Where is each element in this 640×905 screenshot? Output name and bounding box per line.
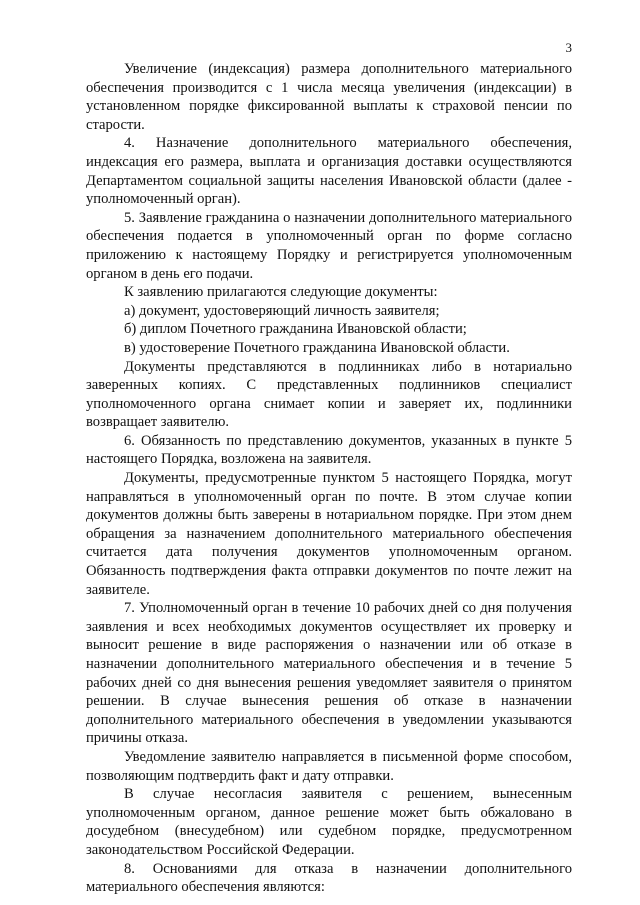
document-body [86, 60, 572, 897]
list-item-a: а) документ, удостоверяющий личность заявителя; [124, 302, 440, 319]
paragraph-item-7: 7. Уполномоченный орган в течение 10 рабочих дней со дня получения заявления и всех необходимых документов осуществляет их проверку и выносит решение в виде распоряжения о назначении или об отказе в назначении дополнительного материального обеспечения и в течение 5 рабочих дней со дня вынесения решения уведомляет заявителя о принятом решении. В случае вынесения решения об отказе в назначении дополнительного материального обеспечения в уведомлении указываются причины отказа. [86, 600, 572, 747]
paragraph-item-5: 5. Заявление гражданина о назначении дополнительного материального обеспечения подается в уполномоченный орган по форме согласно приложению к настоящему Порядку и регистрируется уполномоченным органом в день его подачи. [86, 209, 572, 282]
paragraph-item-6: 6. Обязанность по представлению документов, указанных в пункте 5 настоящего Порядка, возложена на заявителя. [86, 432, 572, 468]
paragraph-appeal: В случае несогласия заявителя с решением, вынесенным уполномоченным органом, данное решение может быть обжаловано в досудебном (внесудебном) или судебном порядке, предусмотренном законодательством Российской Федерации. [86, 786, 572, 858]
paragraph-originals-copies: Документы представляются в подлинниках либо в нотариально заверенных копиях. С представленных подлинников специалист уполномоченного органа снимает копии и заверяет их, подлинники возвращает заявителю. [86, 358, 572, 431]
paragraph-item-4: 4. Назначение дополнительного материального обеспечения, индексация его размера, выплата и организация доставки осуществляются Департаментом социальной защиты населения Ивановской области (далее - уполномоченный орган). [86, 135, 572, 208]
list-item-b: б) диплом Почетного гражданина Ивановской области; [124, 321, 467, 338]
paragraph-by-mail: Документы, предусмотренные пунктом 5 настоящего Порядка, могут направляться в уполномоченный орган по почте. В этом случае копии документов должны быть заверены в нотариальном порядке. При этом днем обращения за назначением дополнительного материального обеспечения считается дата получения документов уполномоченным органом. Обязанность подтверждения факта отправки документов по почте лежит на заявителе. [86, 470, 572, 598]
paragraph-item-8: 8. Основаниями для отказа в назначении дополнительного материального обеспечения являются: [86, 860, 572, 896]
page-number: 3 [565, 40, 572, 55]
paragraph-notification: Уведомление заявителю направляется в письменной форме способом, позволяющим подтвердить факт и дату отправки. [86, 748, 572, 784]
paragraph-indexation: Увеличение (индексация) размера дополнительного материального обеспечения производится с 1 числа месяца увеличения (индексации) в установленном порядке фиксированной выплаты к страховой пенсии по старости. [86, 61, 572, 133]
list-item-v: в) удостоверение Почетного гражданина Ивановской области. [124, 339, 510, 356]
paragraph-documents-intro: К заявлению прилагаются следующие документы: [124, 284, 438, 301]
